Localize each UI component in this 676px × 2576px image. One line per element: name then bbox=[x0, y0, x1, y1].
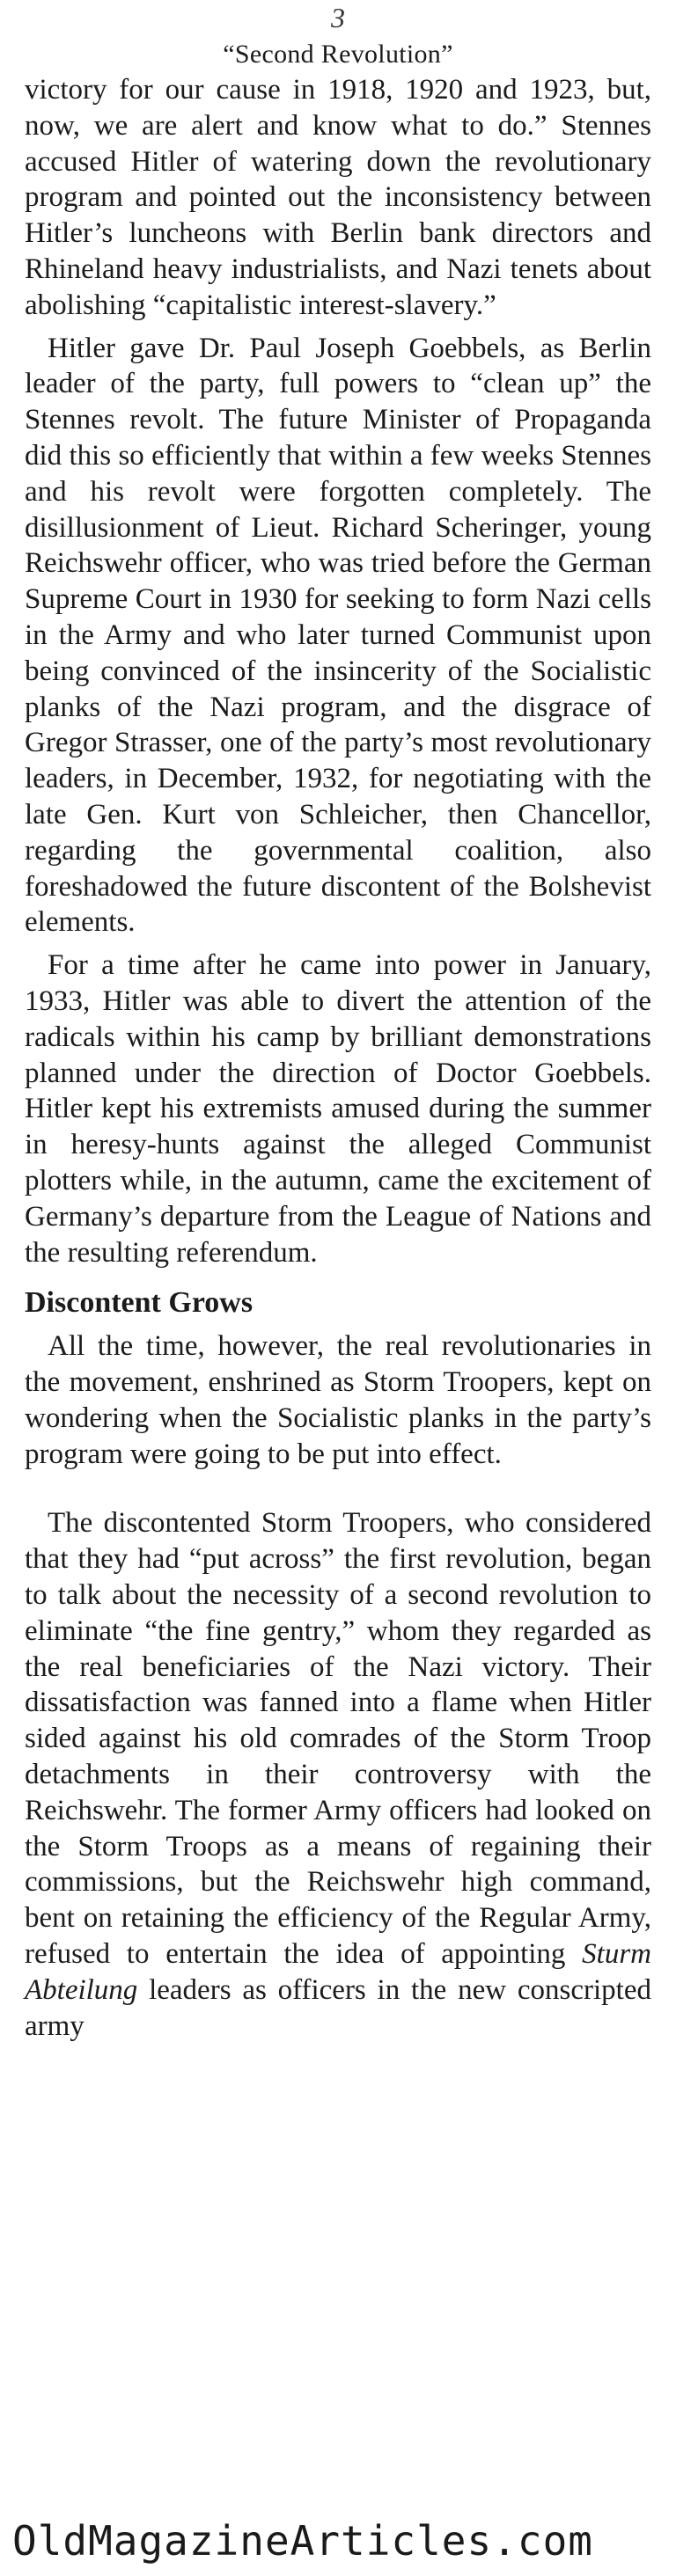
paragraph-5-tail: leaders as officers in the new conscripted army bbox=[25, 1973, 651, 2042]
paragraph-1: victory for our cause in 1918, 1920 and 1923, but, now, we are alert and know what to do.” Stennes accused Hitler of watering down the revolutionary program and pointed out the inconsistency between Hitler’s luncheons with Berlin bank directors and Rhineland heavy industrialists, and Nazi tenets about abolishing “capitalistic interest-slavery.” bbox=[25, 74, 651, 321]
sturm-abteilung-italic: Sturm Abteilung bbox=[25, 1938, 651, 2006]
page-number: 3 bbox=[331, 2, 345, 33]
paragraph-3: For a time after he came into power in January, 1933, Hitler was able to divert the attention of the radicals within his camp by brilliant demonstrations planned under the direction of Doctor Goebbels. Hitler kept his extremists amused during the summer in heresy-hunts against the alleged Communist plotters while, in the autumn, came the excitement of Germany’s departure from the League of Nations and the resulting referendum. bbox=[25, 949, 651, 1269]
footer-brand: OldMagazineArticles.com bbox=[12, 2517, 593, 2565]
section-subhead: Discontent Grows bbox=[25, 1286, 254, 1320]
running-head: “Second Revolution” bbox=[223, 40, 453, 69]
article-body bbox=[25, 72, 651, 2044]
paragraph-5-text: The discontented Storm Troopers, who considered that they had “put across” the first revolution, began to talk about the necessity of a second revolution to eliminate “the fine gentry,” whom they regarded as the real beneficiaries of the Nazi victory. Their dissatisfaction was fanned into a flame when Hitler sided against his old comrades of the Storm Troop detachments in their controversy with the Reichswehr. The former Army officers had looked on the Storm Troops as a means of regaining their commissions, but the Reichswehr high command, bent on retaining the efficiency of the Regular Army, refused to entertain the idea of appointing bbox=[25, 1507, 651, 1971]
paragraph-2: Hitler gave Dr. Paul Joseph Goebbels, as Berlin leader of the party, full powers to “clean up” the Stennes revolt. The future Minister of Propaganda did this so efficiently that within a few weeks Stennes and his revolt were forgotten completely. The disillusionment of Lieut. Richard Scheringer, young Reichswehr officer, who was tried before the German Supreme Court in 1930 for seeking to form Nazi cells in the Army and who later turned Communist upon being convinced of the insincerity of the Socialistic planks of the Nazi program, and the disgrace of Gregor Strasser, one of the party’s most revolutionary leaders, in December, 1932, for negotiating with the late Gen. Kurt von Schleicher, then Chancellor, regarding the governmental coalition, also foreshadowed the future discontent of the Bolshevist elements. bbox=[25, 332, 651, 939]
footer-banner bbox=[0, 2506, 676, 2576]
paragraph-5 bbox=[25, 1505, 651, 2044]
paragraph-4: All the time, however, the real revolutionaries in the movement, enshrined as Storm Troopers, kept on wondering when the Socialistic planks in the party’s program were going to be put into effect. bbox=[25, 1330, 651, 1470]
